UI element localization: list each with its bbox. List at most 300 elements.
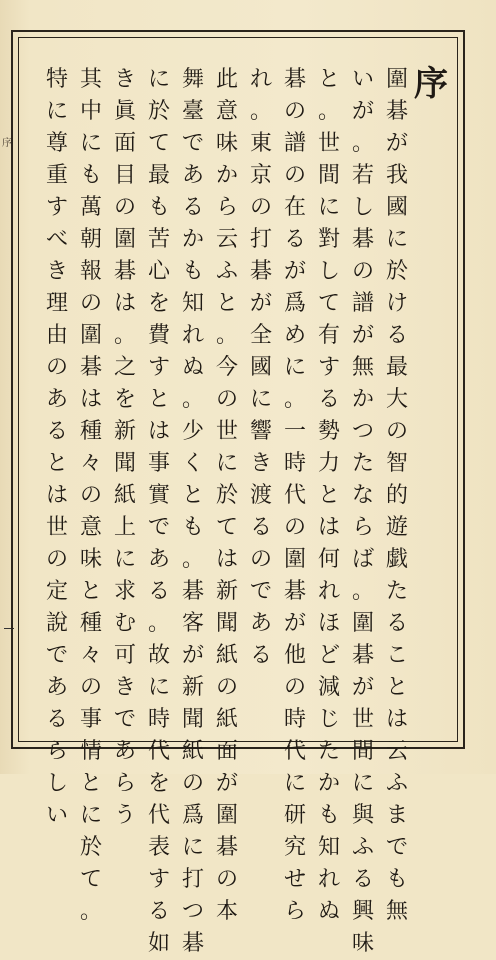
text-char: 代 [147, 803, 170, 828]
text-char: と [181, 483, 204, 508]
text-char: 味 [351, 931, 374, 956]
text-char: 目 [113, 163, 136, 188]
title-column [414, 64, 448, 736]
text-char: す [317, 355, 340, 380]
text-char: は [317, 515, 340, 540]
text-char: 碁 [283, 579, 306, 604]
text-char: 朝 [79, 227, 102, 252]
text-char: 對 [317, 227, 340, 252]
text-char: 戯 [385, 547, 408, 572]
text-char: 他 [283, 643, 306, 668]
text-char: 圍 [79, 323, 102, 348]
text-char: あ [249, 611, 272, 636]
text-char: 心 [147, 259, 170, 284]
text-column-7 [176, 64, 210, 956]
text-char: ら [215, 195, 238, 220]
text-char: の [283, 515, 306, 540]
text-char: で [385, 835, 408, 860]
text-char: が [351, 323, 374, 348]
preface-text [40, 64, 448, 956]
text-char: で [113, 707, 136, 732]
text-char: 一 [283, 419, 306, 444]
text-column-11 [40, 64, 74, 828]
text-char: か [351, 387, 374, 412]
text-char: 。 [283, 387, 306, 412]
text-char: い [45, 803, 68, 828]
text-char: の [215, 675, 238, 700]
text-char: 研 [283, 803, 306, 828]
text-column-2 [346, 64, 380, 956]
text-char: に [45, 99, 68, 124]
text-char: に [385, 227, 408, 252]
text-char: が [249, 291, 272, 316]
text-char: 代 [283, 483, 306, 508]
text-char: か [181, 227, 204, 252]
text-char: う [113, 803, 136, 828]
text-char: 意 [215, 99, 238, 124]
text-char: 紙 [215, 643, 238, 668]
text-char: る [45, 419, 68, 444]
text-char: ら [113, 771, 136, 796]
text-char: つ [181, 899, 204, 924]
text-char: じ [317, 707, 340, 732]
text-char: 新 [181, 675, 204, 700]
text-char: 臺 [181, 99, 204, 124]
text-char: あ [45, 387, 68, 412]
text-char: 有 [317, 323, 340, 348]
text-char: 於 [79, 835, 102, 860]
text-char: る [147, 899, 170, 924]
text-char: を [147, 771, 170, 796]
text-char: せ [283, 867, 306, 892]
text-char: 打 [181, 867, 204, 892]
text-char: 碁 [283, 67, 306, 92]
text-char: が [283, 611, 306, 636]
text-char: 如 [147, 931, 170, 956]
text-char: れ [181, 323, 204, 348]
text-char: の [283, 163, 306, 188]
text-char: 究 [283, 835, 306, 860]
text-char: 何 [317, 547, 340, 572]
text-char: に [147, 67, 170, 92]
text-char: 碁 [113, 259, 136, 284]
text-char: 理 [45, 291, 68, 316]
text-char: る [385, 611, 408, 636]
text-char: に [147, 675, 170, 700]
text-char: 特 [45, 67, 68, 92]
text-char: い [351, 67, 374, 92]
text-column-3 [312, 64, 346, 924]
text-char: き [45, 259, 68, 284]
text-char: め [283, 323, 306, 348]
text-char: も [317, 803, 340, 828]
text-char: が [351, 99, 374, 124]
text-char: 萬 [79, 195, 102, 220]
text-char: の [249, 547, 272, 572]
text-char: 世 [45, 515, 68, 540]
text-char: 紙 [215, 707, 238, 732]
text-char: 故 [147, 643, 170, 668]
text-char: 圍 [385, 67, 408, 92]
text-char: 新 [113, 419, 136, 444]
text-char: は [385, 707, 408, 732]
text-char: 渡 [249, 483, 272, 508]
text-char: る [283, 227, 306, 252]
text-char: 若 [351, 163, 374, 188]
text-char: 知 [317, 835, 340, 860]
text-char: 碁 [215, 835, 238, 860]
text-char: き [113, 67, 136, 92]
text-char: 實 [147, 483, 170, 508]
text-char: け [385, 291, 408, 316]
text-char: 說 [45, 611, 68, 636]
text-char: の [181, 771, 204, 796]
text-char: 於 [147, 99, 170, 124]
text-char: る [147, 579, 170, 604]
text-char: の [215, 867, 238, 892]
text-char: あ [181, 163, 204, 188]
text-column-4 [278, 64, 312, 924]
text-char: で [147, 515, 170, 540]
text-char: 。 [249, 99, 272, 124]
text-char: ば [351, 547, 374, 572]
text-char: も [147, 195, 170, 220]
text-char: 情 [79, 739, 102, 764]
text-char: 聞 [215, 611, 238, 636]
text-char: に [283, 771, 306, 796]
text-char: 求 [113, 579, 136, 604]
text-char: 眞 [113, 99, 136, 124]
text-char: の [249, 195, 272, 220]
text-char: て [147, 131, 170, 156]
text-char: る [385, 323, 408, 348]
text-char: 響 [249, 419, 272, 444]
text-char: 遊 [385, 515, 408, 540]
text-char: 世 [215, 419, 238, 444]
text-char: も [181, 515, 204, 540]
text-char: 由 [45, 323, 68, 348]
text-char: と [45, 451, 68, 476]
text-column-5 [244, 64, 278, 736]
page-title: 序 [414, 64, 448, 104]
text-char: 此 [215, 67, 238, 92]
text-char: 紙 [181, 739, 204, 764]
text-char: か [317, 771, 340, 796]
text-char: ら [351, 515, 374, 540]
text-char: 京 [249, 163, 272, 188]
text-char: あ [113, 739, 136, 764]
text-char: の [113, 195, 136, 220]
text-char: し [317, 259, 340, 284]
text-char: 上 [113, 515, 136, 540]
text-char: 本 [215, 899, 238, 924]
text-char: と [317, 483, 340, 508]
text-char: こ [385, 643, 408, 668]
text-char: 。 [351, 579, 374, 604]
text-char: 味 [79, 547, 102, 572]
text-char: 。 [181, 547, 204, 572]
text-char: 意 [79, 515, 102, 540]
text-char: 。 [351, 131, 374, 156]
text-char: ま [385, 803, 408, 828]
text-char: 碁 [351, 227, 374, 252]
text-char: を [113, 387, 136, 412]
text-char: 爲 [181, 803, 204, 828]
text-char: て [79, 867, 102, 892]
text-char: 々 [79, 643, 102, 668]
text-char: た [385, 579, 408, 604]
text-char: 代 [283, 739, 306, 764]
text-char: れ [249, 67, 272, 92]
text-char: し [351, 195, 374, 220]
text-char: き [249, 451, 272, 476]
text-char: 云 [385, 739, 408, 764]
text-char: 種 [79, 419, 102, 444]
text-char: 與 [351, 803, 374, 828]
text-char: 減 [317, 675, 340, 700]
text-char: 碁 [351, 643, 374, 668]
text-char: 表 [147, 835, 170, 860]
text-char: は [79, 387, 102, 412]
text-char: も [181, 259, 204, 284]
text-char: 種 [79, 611, 102, 636]
text-char: は [45, 483, 68, 508]
text-char: 國 [249, 355, 272, 380]
text-char: 々 [79, 451, 102, 476]
text-char: て [317, 291, 340, 316]
text-char: 事 [79, 707, 102, 732]
text-char: べ [45, 227, 68, 252]
text-char: ぬ [317, 899, 340, 924]
text-char: 聞 [181, 707, 204, 732]
text-char: 定 [45, 579, 68, 604]
text-char: は [147, 419, 170, 444]
text-char: に [283, 355, 306, 380]
text-char: 今 [215, 355, 238, 380]
text-char: 無 [385, 899, 408, 924]
text-char: に [317, 195, 340, 220]
text-char: 其 [79, 67, 102, 92]
text-char: 碁 [79, 355, 102, 380]
text-char: で [181, 131, 204, 156]
text-char: 苦 [147, 227, 170, 252]
text-char: た [351, 451, 374, 476]
text-char: 面 [215, 739, 238, 764]
text-char: 味 [215, 131, 238, 156]
text-char: 世 [351, 707, 374, 732]
text-char: と [79, 579, 102, 604]
text-char: 代 [147, 739, 170, 764]
text-char: 大 [385, 387, 408, 412]
text-char: な [351, 483, 374, 508]
text-char: に [249, 387, 272, 412]
text-char: る [351, 867, 374, 892]
text-char: 。 [215, 323, 238, 348]
text-char: ど [317, 643, 340, 668]
text-char: と [147, 387, 170, 412]
text-char: 圍 [351, 611, 374, 636]
text-char: 時 [283, 707, 306, 732]
text-char: で [45, 643, 68, 668]
text-char: 的 [385, 483, 408, 508]
text-char: 我 [385, 163, 408, 188]
text-char: 可 [113, 643, 136, 668]
text-char: く [181, 451, 204, 476]
text-char: 時 [283, 451, 306, 476]
text-char: 。 [79, 899, 102, 924]
text-char: か [215, 163, 238, 188]
text-char: 碁 [181, 931, 204, 956]
text-char: が [351, 675, 374, 700]
text-char: つ [351, 419, 374, 444]
margin-page-mark: 序 [2, 138, 12, 149]
text-char: む [113, 611, 136, 636]
text-char: 最 [385, 355, 408, 380]
text-char: 世 [317, 131, 340, 156]
text-char: の [215, 387, 238, 412]
text-column-9 [108, 64, 142, 828]
text-char: と [317, 67, 340, 92]
text-char: 少 [181, 419, 204, 444]
text-char: ら [45, 739, 68, 764]
text-char: に [351, 771, 374, 796]
text-char: ぬ [181, 355, 204, 380]
text-char: 興 [351, 899, 374, 924]
text-char: と [385, 675, 408, 700]
text-char: に [79, 803, 102, 828]
text-char: 圍 [113, 227, 136, 252]
text-char: 之 [113, 355, 136, 380]
text-char: に [79, 131, 102, 156]
text-char: 尊 [45, 131, 68, 156]
text-char: 聞 [113, 451, 136, 476]
text-char: る [181, 195, 204, 220]
text-char: が [283, 259, 306, 284]
text-column-6 [210, 64, 244, 924]
text-char: を [147, 291, 170, 316]
text-char: は [215, 547, 238, 572]
text-char: 費 [147, 323, 170, 348]
text-char: の [79, 675, 102, 700]
text-char: 在 [283, 195, 306, 220]
text-char: 時 [147, 707, 170, 732]
text-char: 報 [79, 259, 102, 284]
text-char: す [147, 867, 170, 892]
text-char: の [385, 419, 408, 444]
text-char: れ [317, 579, 340, 604]
text-char: が [215, 771, 238, 796]
text-column-8 [142, 64, 176, 956]
text-char: 碁 [181, 579, 204, 604]
text-char: 。 [317, 99, 340, 124]
text-char: 譜 [283, 131, 306, 156]
text-char: ふ [385, 771, 408, 796]
text-char: 譜 [351, 291, 374, 316]
text-char: 。 [181, 387, 204, 412]
text-char: 全 [249, 323, 272, 348]
text-column-10 [74, 64, 108, 924]
text-char: る [317, 387, 340, 412]
text-char: 舞 [181, 67, 204, 92]
text-char: 知 [181, 291, 204, 316]
text-char: ほ [317, 611, 340, 636]
text-char: あ [45, 675, 68, 700]
text-char: は [113, 291, 136, 316]
text-char: と [79, 771, 102, 796]
text-char: の [45, 355, 68, 380]
text-char: に [181, 835, 204, 860]
text-char: す [147, 355, 170, 380]
text-char: 云 [215, 227, 238, 252]
text-char: 。 [113, 323, 136, 348]
text-char: て [215, 515, 238, 540]
text-char: で [249, 579, 272, 604]
text-char: 勢 [317, 419, 340, 444]
text-char: 碁 [249, 259, 272, 284]
text-char: に [113, 547, 136, 572]
text-char: に [215, 451, 238, 476]
text-char: 重 [45, 163, 68, 188]
text-char: も [385, 867, 408, 892]
text-char: ふ [215, 259, 238, 284]
text-char: 。 [147, 611, 170, 636]
text-char: 事 [147, 451, 170, 476]
text-char: 打 [249, 227, 272, 252]
text-char: 碁 [385, 99, 408, 124]
text-char: の [79, 291, 102, 316]
text-char: 間 [317, 163, 340, 188]
text-char: た [317, 739, 340, 764]
text-char: 於 [215, 483, 238, 508]
text-char: 圍 [215, 803, 238, 828]
text-char: 於 [385, 259, 408, 284]
text-char: す [45, 195, 68, 220]
text-char: 國 [385, 195, 408, 220]
text-char: る [249, 515, 272, 540]
text-char: が [181, 643, 204, 668]
text-char: あ [147, 547, 170, 572]
text-char: き [113, 675, 136, 700]
text-char: 力 [317, 451, 340, 476]
text-char: が [385, 131, 408, 156]
text-char: 客 [181, 611, 204, 636]
text-char: 最 [147, 163, 170, 188]
text-char: の [351, 259, 374, 284]
text-char: し [45, 771, 68, 796]
text-char: 間 [351, 739, 374, 764]
text-char: れ [317, 867, 340, 892]
text-char: も [79, 163, 102, 188]
text-char: の [283, 675, 306, 700]
text-char: 圍 [283, 547, 306, 572]
text-char: ふ [351, 835, 374, 860]
text-char: 紙 [113, 483, 136, 508]
text-char: 東 [249, 131, 272, 156]
text-char: の [79, 483, 102, 508]
text-char: の [45, 547, 68, 572]
text-char: 爲 [283, 291, 306, 316]
text-char: と [215, 291, 238, 316]
text-char: の [283, 99, 306, 124]
text-char: 面 [113, 131, 136, 156]
text-char: る [249, 643, 272, 668]
text-char: 無 [351, 355, 374, 380]
text-char: 中 [79, 99, 102, 124]
text-char: ら [283, 899, 306, 924]
text-char: 智 [385, 451, 408, 476]
text-char: 新 [215, 579, 238, 604]
text-char: る [45, 707, 68, 732]
